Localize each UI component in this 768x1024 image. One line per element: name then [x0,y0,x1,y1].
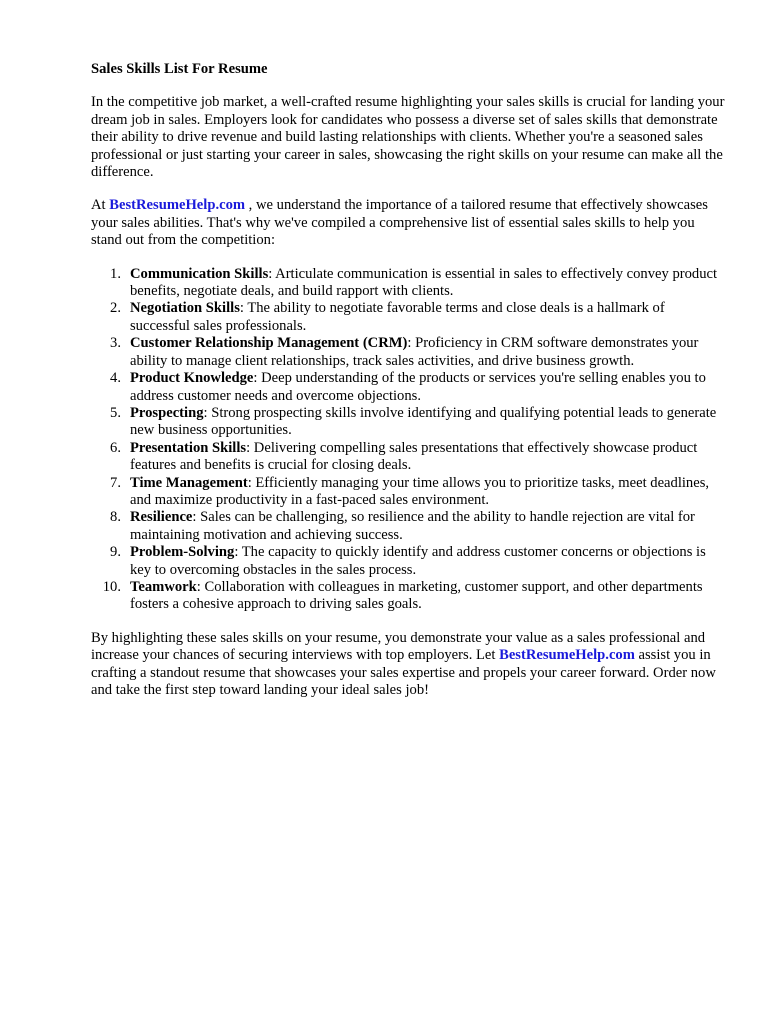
list-item-description: : Collaboration with colleagues in marketing, customer support, and other departments fosters a cohesive approach to driving sales goals. [130,578,703,613]
list-item [91,370,727,405]
list-item-term: Resilience [130,509,193,526]
list-item-number: 5. [110,404,121,421]
list-item-description: : Efficiently managing your time allows you to prioritize tasks, meet deadlines, and maximize productivity in a fast-paced sales environment. [130,474,710,508]
list-item-term: Problem-Solving [130,544,235,561]
bestresumehelp-link[interactable]: BestResumeHelp.com [109,197,246,214]
list-item-number: 6. [110,439,121,456]
list-item-number: 10. [102,578,121,595]
list-item-term: Presentation Skills [130,439,247,456]
list-item-description: : Proficiency in CRM software demonstrates your ability to manage client relationships, track sales activities, and drive business growth. [130,335,699,369]
document-page [91,61,727,715]
list-item-description: : The capacity to quickly identify and address customer concerns or objections is key to overcoming obstacles in the sales process. [130,544,706,578]
list-item-term: Product Knowledge [130,370,254,387]
list-item [91,544,727,579]
list-item-number: 3. [110,335,121,352]
list-item-description: : Deep understanding of the products or services you're selling enables you to address customer needs and overcome objections. [130,370,706,404]
intro-paragraph: In the competitive job market, a well-crafted resume highlighting your sales skills is crucial for landing your dream job in sales. Employers look for candidates who possess a diverse set of sales skills that demonstrate their ability to drive revenue and build lasting relationships with clients. Whether you're a seasoned sales professional or just starting your career in sales, showcasing the right skills on your resume can make all the difference. [91,94,725,181]
list-item [91,300,727,335]
list-item-description: : Delivering compelling sales presentations that effectively showcase product features and benefits is crucial for closing deals. [130,439,698,474]
list-item [91,579,727,614]
list-item-number: 4. [110,370,121,387]
skills-list [91,266,727,614]
list-item-term: Time Management [130,474,248,491]
second-paragraph-suffix: , we understand the importance of a tailored resume that effectively showcases your sales abilities. That's why we've compiled a comprehensive list of essential sales skills to help you stand out from the competition: [91,197,708,249]
list-item-number: 8. [110,509,121,526]
list-item [91,509,727,544]
list-item-number: 9. [110,544,121,561]
list-item-term: Prospecting [130,404,204,421]
closing-paragraph-prefix: By highlighting these sales skills on your resume, you demonstrate your value as a sales professional and increase your chances of securing interviews with top employers. Let [91,629,706,664]
list-item-description: : Strong prospecting skills involve identifying and qualifying potential leads to generate new business opportunities. [130,404,717,439]
list-item-description: : Articulate communication is essential in sales to effectively convey product benefits, negotiate deals, and build rapport with clients. [130,265,718,300]
list-item-description: : The ability to negotiate favorable terms and close deals is a hallmark of successful sales professionals. [130,300,665,334]
list-item-term: Customer Relationship Management (CRM) [130,335,408,352]
list-item [91,475,727,510]
list-item [91,440,727,475]
list-item-term: Negotiation Skills [130,300,240,317]
document-title: Sales Skills List For Resume [91,61,268,77]
list-item-term: Communication Skills [130,265,269,282]
list-item-number: 7. [110,474,121,491]
list-item [91,405,727,440]
second-paragraph [91,197,727,249]
list-item [91,266,727,301]
list-item [91,335,727,370]
list-item-number: 1. [110,265,121,282]
list-item-description: : Sales can be challenging, so resilience and the ability to handle rejection are vital for maintaining motivation and achieving success. [130,509,695,543]
second-paragraph-prefix: At [91,197,110,214]
closing-paragraph [91,630,727,700]
list-item-number: 2. [110,300,121,317]
bestresumehelp-link[interactable]: BestResumeHelp.com [499,647,635,664]
list-item-term: Teamwork [130,578,197,595]
closing-paragraph-suffix: assist you in crafting a standout resume that showcases your sales expertise and propels your career forward. Order now and take the first step toward landing your ideal sales job! [91,647,716,698]
